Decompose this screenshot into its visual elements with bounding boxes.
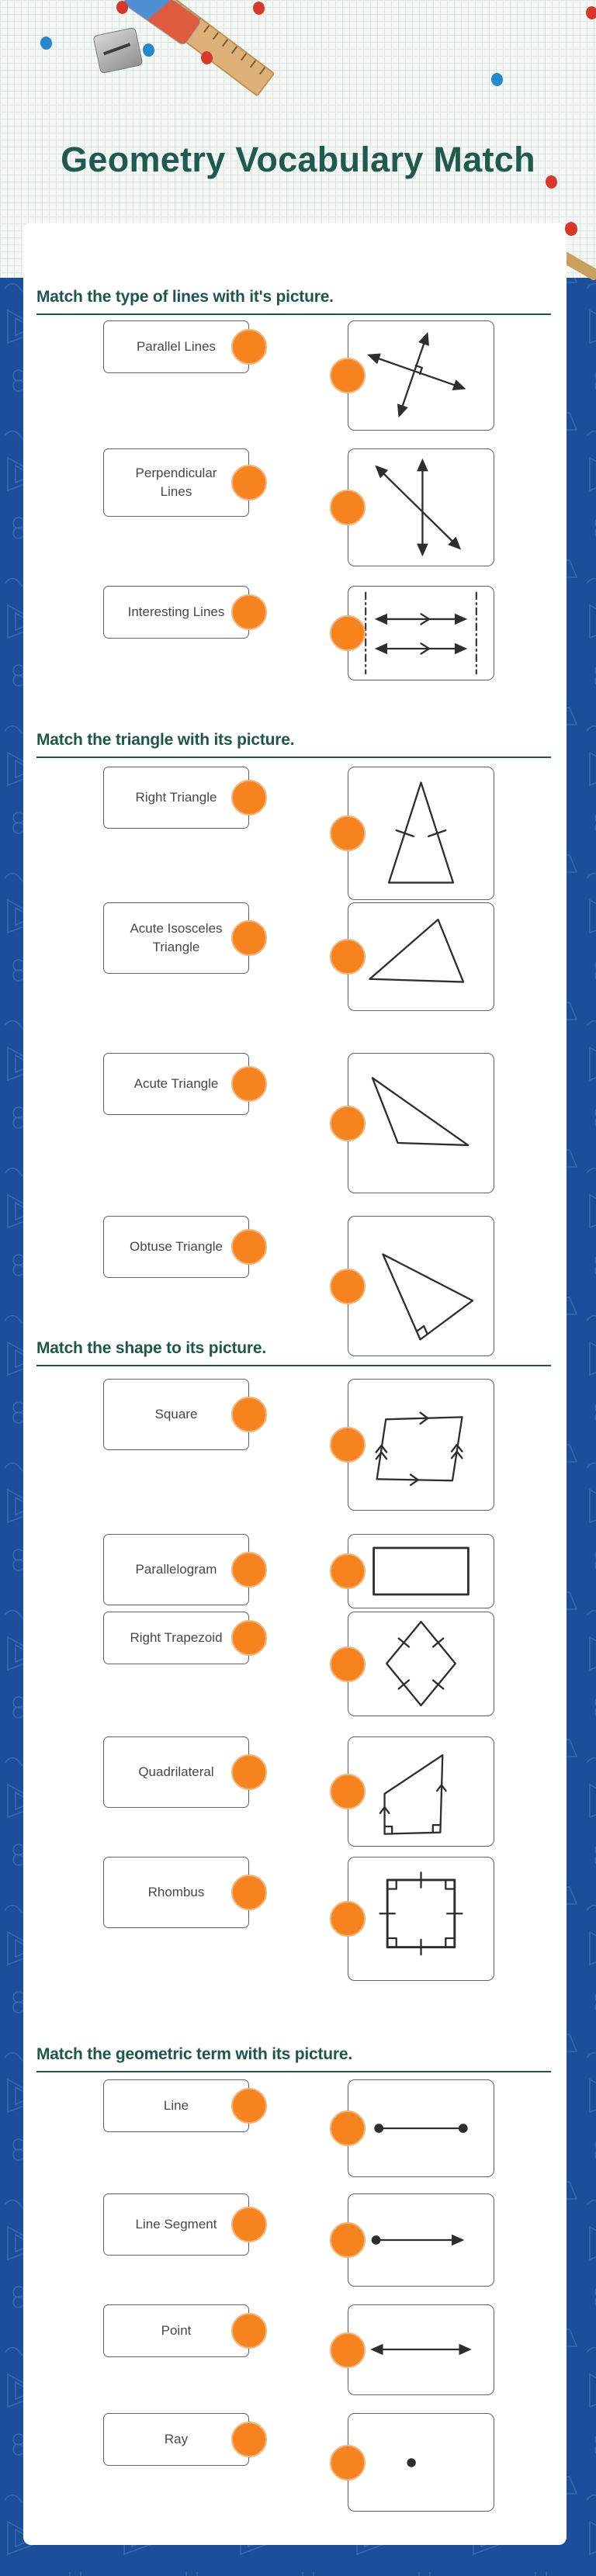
match-picture-box — [348, 586, 494, 680]
match-label-box — [103, 1216, 249, 1278]
match-connector-dot-label[interactable] — [231, 1552, 267, 1587]
rectangle-figure — [350, 1536, 492, 1606]
page-title: Geometry Vocabulary Match — [61, 140, 535, 180]
obtuse-triangle-figure — [350, 1055, 492, 1191]
match-label-box — [103, 2304, 249, 2357]
match-label-box — [103, 1736, 249, 1808]
match-connector-dot-label[interactable] — [231, 329, 267, 365]
match-connector-dot-picture[interactable] — [330, 490, 366, 525]
match-label-box — [103, 1857, 249, 1928]
match-label: Right Triangle — [135, 790, 217, 805]
match-label-box — [103, 1612, 249, 1664]
match-connector-dot-picture[interactable] — [330, 939, 366, 975]
match-label: Parallelogram — [135, 1562, 217, 1577]
match-connector-dot-label[interactable] — [231, 1397, 267, 1432]
match-connector-dot-picture[interactable] — [330, 1901, 366, 1937]
match-connector-dot-label[interactable] — [231, 465, 267, 500]
match-label-box — [103, 320, 249, 373]
match-connector-dot-label[interactable] — [231, 780, 267, 815]
match-connector-dot-picture[interactable] — [330, 2332, 366, 2368]
match-picture-box — [348, 2079, 494, 2177]
match-picture-box — [348, 767, 494, 900]
match-label-box — [103, 448, 249, 517]
match-connector-dot-label[interactable] — [231, 1754, 267, 1790]
intersecting-lines-figure — [350, 451, 492, 564]
match-label: Right Trapezoid — [130, 1630, 223, 1646]
match-label: Rhombus — [147, 1885, 205, 1900]
match-picture-box — [348, 1612, 494, 1716]
match-label-box — [103, 1053, 249, 1115]
section-heading: Match the type of lines with it's picture. — [36, 288, 551, 315]
match-label-box — [103, 1534, 249, 1605]
match-label: Square — [154, 1407, 198, 1422]
match-connector-dot-picture[interactable] — [330, 1269, 366, 1304]
match-label: Acute Triangle — [133, 1076, 219, 1092]
perpendicular-lines-figure — [350, 323, 492, 428]
line-figure — [350, 2307, 492, 2393]
match-label: Quadrilateral — [138, 1764, 214, 1780]
match-connector-dot-picture[interactable] — [330, 1646, 366, 1682]
match-label: Obtuse Triangle — [129, 1239, 223, 1255]
match-label-box — [103, 2193, 249, 2256]
match-connector-dot-label[interactable] — [231, 1620, 267, 1656]
section-heading: Match the shape to its picture. — [36, 1339, 551, 1366]
match-connector-dot-picture[interactable] — [330, 1427, 366, 1463]
match-picture-box — [348, 1379, 494, 1511]
match-picture-box — [348, 902, 494, 1011]
match-connector-dot-label[interactable] — [231, 1066, 267, 1102]
point-figure — [350, 2415, 492, 2509]
isosceles-triangle-figure — [350, 769, 492, 898]
match-picture-box — [348, 1216, 494, 1356]
match-picture-box — [348, 320, 494, 431]
match-connector-dot-picture[interactable] — [330, 1774, 366, 1809]
match-connector-dot-picture[interactable] — [330, 2110, 366, 2146]
match-label-box — [103, 2079, 249, 2132]
match-label: Perpendicular Lines — [135, 466, 217, 499]
match-connector-dot-picture[interactable] — [330, 1553, 366, 1589]
right-triangle-figure — [350, 1218, 492, 1354]
match-connector-dot-label[interactable] — [231, 2422, 267, 2457]
parallel-lines-figure — [350, 588, 492, 678]
match-label: Line — [163, 2098, 189, 2114]
match-connector-dot-picture[interactable] — [330, 358, 366, 393]
match-label: Acute Isosceles Triangle — [130, 921, 223, 954]
match-label-box — [103, 586, 249, 639]
square-figure — [350, 1859, 492, 1979]
match-picture-box — [348, 1053, 494, 1193]
match-connector-dot-picture[interactable] — [330, 615, 366, 651]
match-connector-dot-label[interactable] — [231, 920, 267, 956]
match-connector-dot-picture[interactable] — [330, 2222, 366, 2258]
match-label: Point — [161, 2323, 192, 2339]
match-picture-box — [348, 2413, 494, 2512]
match-label-box — [103, 767, 249, 829]
match-picture-box — [348, 448, 494, 566]
match-connector-dot-label[interactable] — [231, 594, 267, 630]
match-connector-dot-picture[interactable] — [330, 1106, 366, 1141]
match-connector-dot-label[interactable] — [231, 1875, 267, 1910]
match-label-box — [103, 1379, 249, 1450]
acute-triangle-figure — [350, 905, 492, 1009]
match-picture-box — [348, 2193, 494, 2287]
parallelogram-figure — [350, 1381, 492, 1508]
right-trapezoid-figure — [350, 1739, 492, 1844]
match-connector-dot-label[interactable] — [231, 2088, 267, 2124]
section-heading: Match the geometric term with its picture. — [36, 2045, 551, 2072]
match-label-box — [103, 902, 249, 974]
match-connector-dot-picture[interactable] — [330, 815, 366, 851]
ray-figure — [350, 2196, 492, 2284]
match-connector-dot-label[interactable] — [231, 2313, 267, 2349]
match-label: Line Segment — [135, 2217, 217, 2232]
match-picture-box — [348, 1534, 494, 1608]
match-connector-dot-label[interactable] — [231, 2207, 267, 2242]
match-label: Parallel Lines — [136, 339, 217, 355]
line-segment-figure — [350, 2082, 492, 2175]
match-label: Ray — [164, 2432, 189, 2447]
match-label-box — [103, 2413, 249, 2466]
rhombus-figure — [350, 1614, 492, 1714]
match-label: Interesting Lines — [127, 604, 225, 620]
match-picture-box — [348, 1857, 494, 1981]
worksheet-card — [23, 223, 567, 2545]
match-connector-dot-picture[interactable] — [330, 2445, 366, 2481]
match-picture-box — [348, 1736, 494, 1847]
section-heading: Match the triangle with its picture. — [36, 731, 551, 758]
match-connector-dot-label[interactable] — [231, 1229, 267, 1265]
match-picture-box — [348, 2304, 494, 2395]
